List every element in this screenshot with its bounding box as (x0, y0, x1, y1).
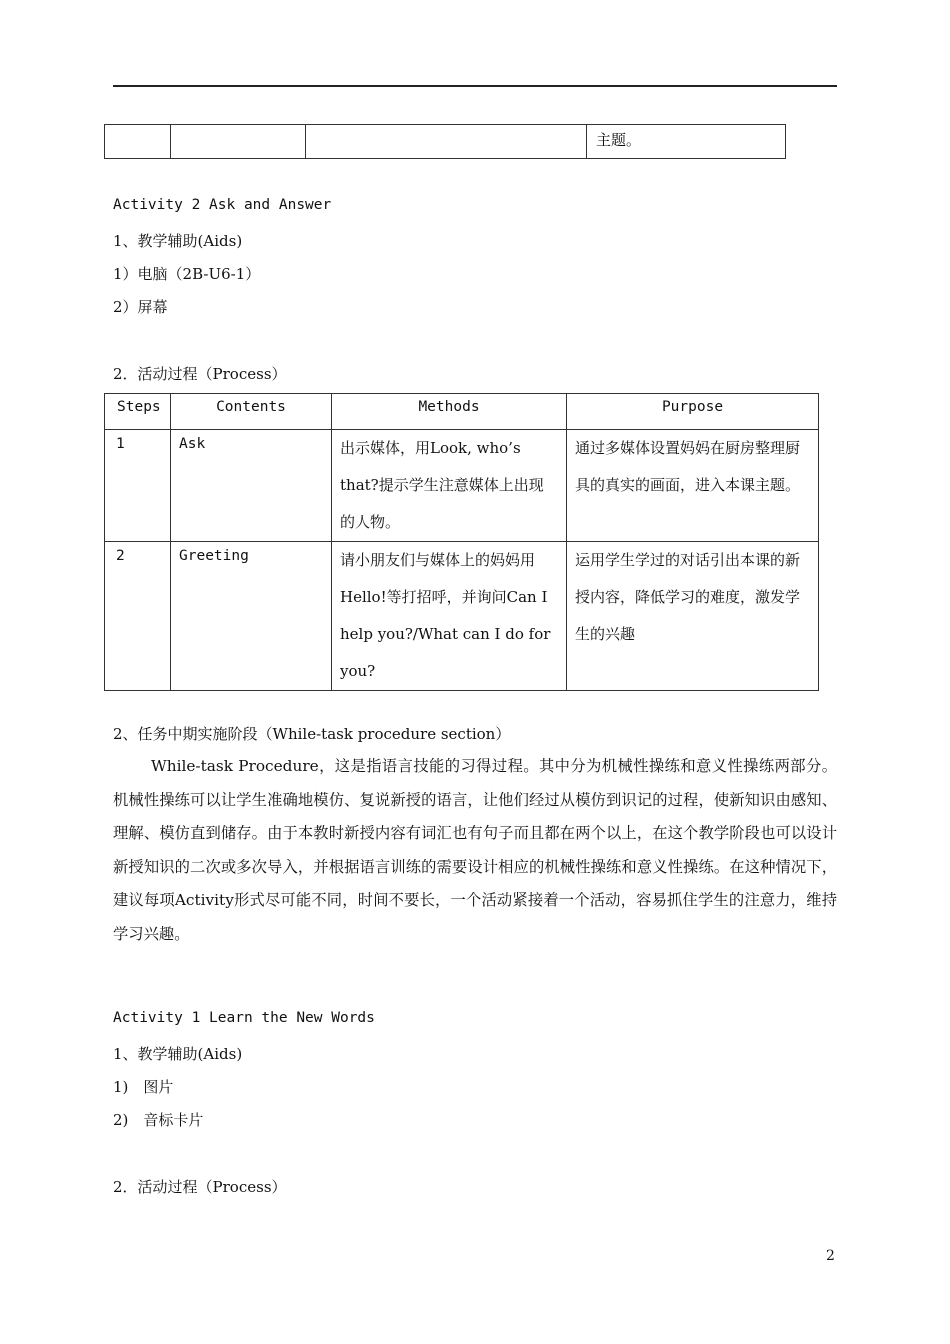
content-cell: Greeting (171, 542, 332, 691)
table-row (105, 430, 819, 542)
table-cell (105, 125, 171, 159)
activity2-aids-heading: 1、教学辅助(Aids) (113, 232, 243, 250)
activity1-aids-heading: 1、教学辅助(Aids) (113, 1045, 243, 1063)
methods-cell: 请小朋友们与媒体上的妈妈用Hello!等打招呼，并询问Can I help you?/What can I do for you? (332, 542, 567, 691)
while-task-paragraph: While-task Procedure，这是指语言技能的习得过程。其中分为机械性操练和意义性操练两部分。机械性操练可以让学生准确地模仿、复说新授的语言，让他们经过从模仿到识记的过程，使新知识由感知、理解、模仿直到储存。由于本教时新授内容有词汇也有句子而且都在两个以上，在这个教学阶段也可以设计新授知识的二次或多次导入，并根据语言训练的需要设计相应的机械性操练和意义性操练。在这种情况下，建议每项Activity形式尽可能不同，时间不要长，一个活动紧接着一个活动，容易抓住学生的注意力，维持学习兴趣。 (113, 757, 837, 943)
header-methods: Methods (332, 394, 567, 430)
step-cell: 2 (105, 542, 171, 691)
continued-table (104, 124, 786, 159)
while-task-heading: 2、任务中期实施阶段（While-task procedure section） (113, 725, 511, 743)
header-steps: Steps (105, 394, 171, 430)
activity2-title: Activity 2 Ask and Answer (113, 197, 332, 213)
table-row (105, 542, 819, 691)
methods-cell: 出示媒体，用Look, who’s that?提示学生注意媒体上出现的人物。 (332, 430, 567, 542)
activity1-process-heading: 2．活动过程（Process） (113, 1178, 287, 1196)
activity2-process-heading: 2．活动过程（Process） (113, 365, 287, 383)
activity1-aid-1: 1) 图片 (113, 1078, 174, 1096)
content-cell: Ask (171, 430, 332, 542)
header-contents: Contents (171, 394, 332, 430)
header-purpose: Purpose (567, 394, 819, 430)
header-rule (113, 85, 837, 87)
page-number: 2 (826, 1248, 835, 1264)
table-cell: 主题。 (587, 125, 786, 159)
table-cell (306, 125, 587, 159)
activity2-aid-1: 1）电脑（2B-U6-1） (113, 265, 261, 283)
process-table (104, 393, 819, 691)
table-header-row (105, 394, 819, 430)
purpose-cell: 通过多媒体设置妈妈在厨房整理厨具的真实的画面，进入本课主题。 (567, 430, 819, 542)
activity1-title: Activity 1 Learn the New Words (113, 1010, 375, 1026)
purpose-cell: 运用学生学过的对话引出本课的新授内容，降低学习的难度，激发学生的兴趣 (567, 542, 819, 691)
activity1-aid-2: 2) 音标卡片 (113, 1111, 204, 1129)
step-cell: 1 (105, 430, 171, 542)
activity2-aid-2: 2）屏幕 (113, 298, 168, 316)
table-cell (171, 125, 306, 159)
table-row (105, 125, 786, 159)
